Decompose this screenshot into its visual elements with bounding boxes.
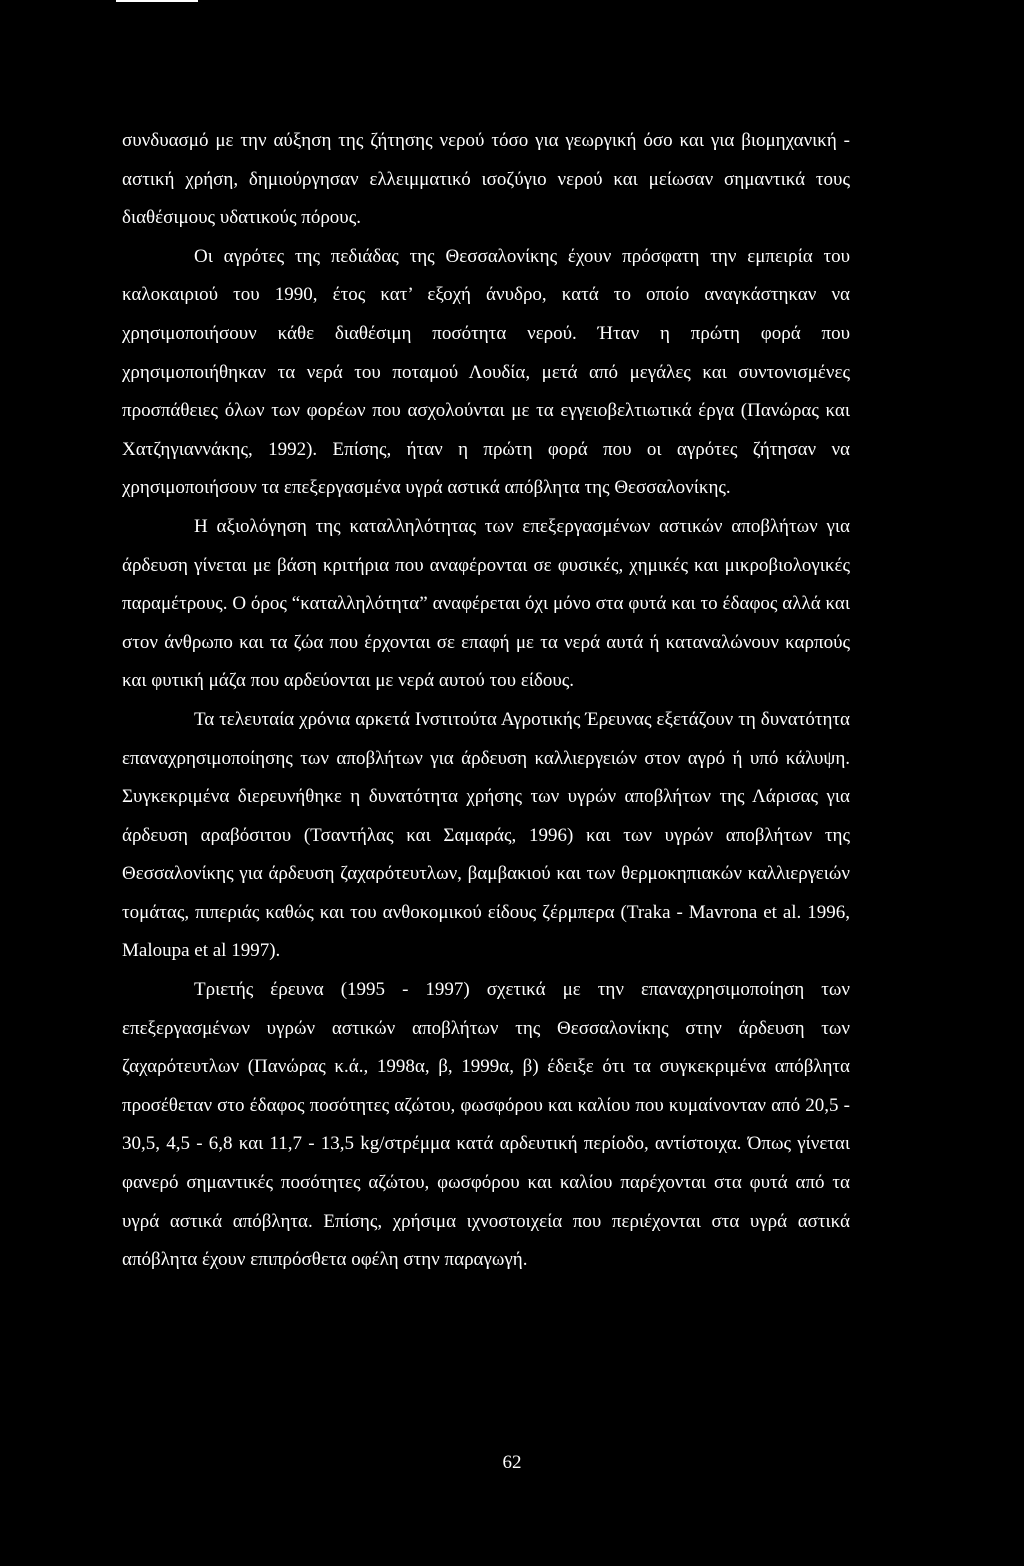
paragraph-5: Τριετής έρευνα (1995 - 1997) σχετικά με την επαναχρησιμοποίηση των επεξεργασμένων υγρών αστικών αποβλήτων της Θεσσαλονίκης στην άρδευση των ζαχαρότευτλων (Πανώρας κ.ά., 1998α, β, 1999α, β) έδειξε ότι τα συγκεκριμένα απόβλητα προσέθεταν στο έδαφος ποσότητες αζώτου, φωσφόρου και καλίου που κυμαίνονταν από 20,5 - 30,5, 4,5 - 6,8 και 11,7 - 13,5 kg/στρέμμα κατά αρδευτική περίοδο, αντίστοιχα. Όπως γίνεται φανερό σημαντικές ποσότητες αζώτου, φωσφόρου και καλίου παρέχονται στα φυτά από τα υγρά αστικά απόβλητα. Επίσης, χρήσιμα ιχνοστοιχεία που περιέχονται στα υγρά αστικά απόβλητα έχουν επιπρόσθετα οφέλη στην παραγωγή. xyxy=(122,979,850,1271)
paragraph-4: Τα τελευταία χρόνια αρκετά Ινστιτούτα Αγροτικής Έρευνας εξετάζουν τη δυνατότητα επαναχρησιμοποίησης των αποβλήτων για άρδευση καλλιεργειών στον αγρό ή υπό κάλυψη. Συγκεκριμένα διερευνήθηκε η δυνατότητα χρήσης των υγρών αποβλήτων της Λάρισας για άρδευση αραβόσιτου (Τσαντήλας και Σαμαράς, 1996) και των υγρών αποβλήτων της Θεσσαλονίκης για άρδευση ζαχαρότευτλων, βαμβακιού και των θερμοκηπιακών καλλιεργειών τομάτας, πιπεριάς καθώς και του ανθοκομικού είδους ζέρμπερα (Traka - Mavrona et al. 1996, Maloupa et al 1997). xyxy=(122,708,850,962)
page-number: 62 xyxy=(502,1452,522,1473)
paragraph-1: συνδυασμό με την αύξηση της ζήτησης νερού τόσο για γεωργική όσο και για βιομηχανική - αστική χρήση, δημιούργησαν ελλειμματικό ισοζύγιο νερού και μείωσαν σημαντικά τους διαθέσιμους υδατικούς πόρους. xyxy=(122,130,850,229)
body-text xyxy=(122,122,850,1280)
paragraph-3: Η αξιολόγηση της καταλληλότητας των επεξεργασμένων αστικών αποβλήτων για άρδευση γίνεται με βάση κριτήρια που αναφέρονται σε φυσικές, χημικές και μικροβιολογικές παραμέτρους. Ο όρος “καταλληλότητα” αναφέρεται όχι μόνο στα φυτά και το έδαφος αλλά και στον άνθρωπο και τα ζώα που έρχονται σε επαφή με τα νερά αυτά ή καταναλώνουν καρπούς και φυτική μάζα που αρδεύονται με νερά αυτού του είδους. xyxy=(122,515,850,692)
top-rule xyxy=(116,0,198,2)
paragraph-2: Οι αγρότες της πεδιάδας της Θεσσαλονίκης έχουν πρόσφατη την εμπειρία του καλοκαιριού του 1990, έτος κατ’ εξοχή άνυδρο, κατά το οποίο αναγκάστηκαν να χρησιμοποιήσουν κάθε διαθέσιμη ποσότητα νερού. Ήταν η πρώτη φορά που χρησιμοποιήθηκαν τα νερά του ποταμού Λουδία, μετά από μεγάλες και συντονισμένες προσπάθειες όλων των φορέων που ασχολούνται με τα εγγειοβελτιωτικά έργα (Πανώρας και Χατζηγιαννάκης, 1992). Επίσης, ήταν η πρώτη φορά που οι αγρότες ζήτησαν να χρησιμοποιήσουν τα επεξεργασμένα υγρά αστικά απόβλητα της Θεσσαλονίκης. xyxy=(122,245,850,499)
